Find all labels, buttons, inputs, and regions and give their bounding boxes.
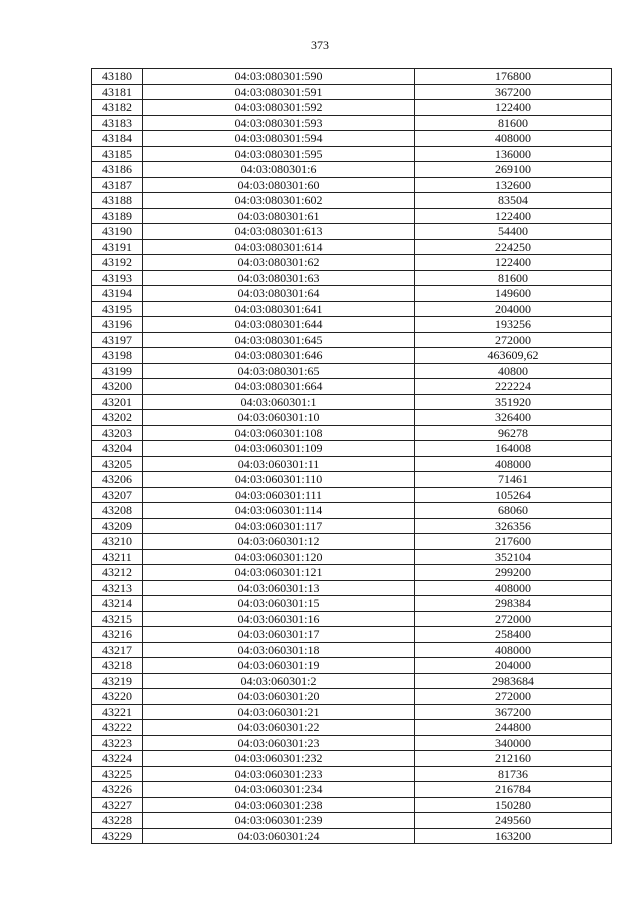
value-cell: 249560 <box>415 813 612 829</box>
cadastral-number-cell: 04:03:060301:11 <box>143 456 415 472</box>
cadastral-number-cell: 04:03:060301:239 <box>143 813 415 829</box>
row-number-cell: 43221 <box>92 704 143 720</box>
cadastral-number-cell: 04:03:080301:63 <box>143 270 415 286</box>
cadastral-number-cell: 04:03:060301:20 <box>143 689 415 705</box>
value-cell: 351920 <box>415 394 612 410</box>
value-cell: 269100 <box>415 162 612 178</box>
row-number-cell: 43213 <box>92 580 143 596</box>
cadastral-number-cell: 04:03:060301:232 <box>143 751 415 767</box>
cadastral-number-cell: 04:03:060301:10 <box>143 410 415 426</box>
cadastral-number-cell: 04:03:060301:114 <box>143 503 415 519</box>
row-number-cell: 43198 <box>92 348 143 364</box>
row-number-cell: 43216 <box>92 627 143 643</box>
row-number-cell: 43194 <box>92 286 143 302</box>
table-row <box>92 255 612 271</box>
row-number-cell: 43191 <box>92 239 143 255</box>
row-number-cell: 43186 <box>92 162 143 178</box>
value-cell: 193256 <box>415 317 612 333</box>
row-number-cell: 43181 <box>92 84 143 100</box>
table-row <box>92 580 612 596</box>
cadastral-number-cell: 04:03:060301:117 <box>143 518 415 534</box>
cadastral-number-cell: 04:03:080301:594 <box>143 131 415 147</box>
row-number-cell: 43196 <box>92 317 143 333</box>
row-number-cell: 43190 <box>92 224 143 240</box>
row-number-cell: 43182 <box>92 100 143 116</box>
cadastral-number-cell: 04:03:080301:61 <box>143 208 415 224</box>
row-number-cell: 43225 <box>92 766 143 782</box>
value-cell: 150280 <box>415 797 612 813</box>
value-cell: 326356 <box>415 518 612 534</box>
table-row <box>92 100 612 116</box>
cadastral-number-cell: 04:03:080301:60 <box>143 177 415 193</box>
value-cell: 83504 <box>415 193 612 209</box>
cadastral-number-cell: 04:03:060301:108 <box>143 425 415 441</box>
row-number-cell: 43217 <box>92 642 143 658</box>
row-number-cell: 43193 <box>92 270 143 286</box>
row-number-cell: 43184 <box>92 131 143 147</box>
value-cell: 216784 <box>415 782 612 798</box>
value-cell: 299200 <box>415 565 612 581</box>
value-cell: 408000 <box>415 456 612 472</box>
table-row <box>92 239 612 255</box>
table-row <box>92 363 612 379</box>
value-cell: 217600 <box>415 534 612 550</box>
table-row <box>92 162 612 178</box>
value-cell: 71461 <box>415 472 612 488</box>
cadastral-number-cell: 04:03:060301:233 <box>143 766 415 782</box>
value-cell: 408000 <box>415 580 612 596</box>
value-cell: 408000 <box>415 131 612 147</box>
cadastral-number-cell: 04:03:060301:1 <box>143 394 415 410</box>
value-cell: 222224 <box>415 379 612 395</box>
row-number-cell: 43219 <box>92 673 143 689</box>
cadastral-number-cell: 04:03:060301:18 <box>143 642 415 658</box>
value-cell: 122400 <box>415 100 612 116</box>
table-row <box>92 84 612 100</box>
table-row <box>92 224 612 240</box>
table-row <box>92 332 612 348</box>
table-row <box>92 689 612 705</box>
row-number-cell: 43214 <box>92 596 143 612</box>
row-number-cell: 43206 <box>92 472 143 488</box>
cadastral-number-cell: 04:03:060301:19 <box>143 658 415 674</box>
cadastral-number-cell: 04:03:080301:64 <box>143 286 415 302</box>
value-cell: 81600 <box>415 115 612 131</box>
table-row <box>92 797 612 813</box>
table-row <box>92 379 612 395</box>
table-row <box>92 456 612 472</box>
value-cell: 81736 <box>415 766 612 782</box>
cadastral-number-cell: 04:03:080301:6 <box>143 162 415 178</box>
cadastral-number-cell: 04:03:060301:24 <box>143 828 415 844</box>
value-cell: 176800 <box>415 69 612 85</box>
value-cell: 122400 <box>415 255 612 271</box>
cadastral-number-cell: 04:03:060301:109 <box>143 441 415 457</box>
cadastral-number-cell: 04:03:080301:646 <box>143 348 415 364</box>
value-cell: 272000 <box>415 332 612 348</box>
value-cell: 258400 <box>415 627 612 643</box>
registry-table <box>91 68 612 844</box>
table-row <box>92 193 612 209</box>
row-number-cell: 43228 <box>92 813 143 829</box>
cadastral-number-cell: 04:03:060301:21 <box>143 704 415 720</box>
table-row <box>92 487 612 503</box>
table-row <box>92 720 612 736</box>
value-cell: 367200 <box>415 704 612 720</box>
cadastral-number-cell: 04:03:060301:16 <box>143 611 415 627</box>
table-row <box>92 704 612 720</box>
cadastral-number-cell: 04:03:060301:238 <box>143 797 415 813</box>
table-row <box>92 735 612 751</box>
row-number-cell: 43199 <box>92 363 143 379</box>
row-number-cell: 43187 <box>92 177 143 193</box>
value-cell: 352104 <box>415 549 612 565</box>
row-number-cell: 43218 <box>92 658 143 674</box>
row-number-cell: 43183 <box>92 115 143 131</box>
cadastral-number-cell: 04:03:080301:592 <box>143 100 415 116</box>
table-row <box>92 565 612 581</box>
cadastral-number-cell: 04:03:060301:22 <box>143 720 415 736</box>
table-row <box>92 534 612 550</box>
row-number-cell: 43222 <box>92 720 143 736</box>
registry-table-body <box>92 69 612 844</box>
value-cell: 326400 <box>415 410 612 426</box>
value-cell: 204000 <box>415 301 612 317</box>
row-number-cell: 43202 <box>92 410 143 426</box>
row-number-cell: 43180 <box>92 69 143 85</box>
row-number-cell: 43195 <box>92 301 143 317</box>
value-cell: 122400 <box>415 208 612 224</box>
row-number-cell: 43200 <box>92 379 143 395</box>
value-cell: 96278 <box>415 425 612 441</box>
table-row <box>92 782 612 798</box>
value-cell: 136000 <box>415 146 612 162</box>
value-cell: 212160 <box>415 751 612 767</box>
table-row <box>92 348 612 364</box>
value-cell: 132600 <box>415 177 612 193</box>
page-number: 373 <box>311 38 329 52</box>
value-cell: 163200 <box>415 828 612 844</box>
row-number-cell: 43220 <box>92 689 143 705</box>
table-row <box>92 286 612 302</box>
table-row <box>92 131 612 147</box>
table-row <box>92 146 612 162</box>
value-cell: 105264 <box>415 487 612 503</box>
value-cell: 40800 <box>415 363 612 379</box>
value-cell: 54400 <box>415 224 612 240</box>
cadastral-number-cell: 04:03:060301:234 <box>143 782 415 798</box>
cadastral-number-cell: 04:03:080301:664 <box>143 379 415 395</box>
table-row <box>92 69 612 85</box>
cadastral-number-cell: 04:03:060301:2 <box>143 673 415 689</box>
cadastral-number-cell: 04:03:080301:602 <box>143 193 415 209</box>
cadastral-number-cell: 04:03:060301:15 <box>143 596 415 612</box>
row-number-cell: 43207 <box>92 487 143 503</box>
cadastral-number-cell: 04:03:080301:595 <box>143 146 415 162</box>
value-cell: 81600 <box>415 270 612 286</box>
value-cell: 272000 <box>415 611 612 627</box>
value-cell: 408000 <box>415 642 612 658</box>
value-cell: 164008 <box>415 441 612 457</box>
row-number-cell: 43229 <box>92 828 143 844</box>
table-row <box>92 611 612 627</box>
cadastral-number-cell: 04:03:080301:645 <box>143 332 415 348</box>
table-row <box>92 828 612 844</box>
table-row <box>92 518 612 534</box>
table-row <box>92 627 612 643</box>
table-row <box>92 673 612 689</box>
value-cell: 149600 <box>415 286 612 302</box>
cadastral-number-cell: 04:03:080301:613 <box>143 224 415 240</box>
value-cell: 244800 <box>415 720 612 736</box>
row-number-cell: 43226 <box>92 782 143 798</box>
value-cell: 204000 <box>415 658 612 674</box>
row-number-cell: 43192 <box>92 255 143 271</box>
row-number-cell: 43210 <box>92 534 143 550</box>
row-number-cell: 43209 <box>92 518 143 534</box>
table-row <box>92 270 612 286</box>
table-row <box>92 503 612 519</box>
cadastral-number-cell: 04:03:080301:593 <box>143 115 415 131</box>
table-row <box>92 301 612 317</box>
row-number-cell: 43204 <box>92 441 143 457</box>
cadastral-number-cell: 04:03:060301:13 <box>143 580 415 596</box>
cadastral-number-cell: 04:03:060301:12 <box>143 534 415 550</box>
value-cell: 68060 <box>415 503 612 519</box>
table-row <box>92 441 612 457</box>
cadastral-number-cell: 04:03:060301:121 <box>143 565 415 581</box>
table-row <box>92 766 612 782</box>
row-number-cell: 43201 <box>92 394 143 410</box>
cadastral-number-cell: 04:03:060301:111 <box>143 487 415 503</box>
table-row <box>92 410 612 426</box>
row-number-cell: 43212 <box>92 565 143 581</box>
table-row <box>92 394 612 410</box>
table-row <box>92 596 612 612</box>
table-row <box>92 549 612 565</box>
row-number-cell: 43185 <box>92 146 143 162</box>
value-cell: 2983684 <box>415 673 612 689</box>
cadastral-number-cell: 04:03:060301:110 <box>143 472 415 488</box>
row-number-cell: 43208 <box>92 503 143 519</box>
value-cell: 340000 <box>415 735 612 751</box>
cadastral-number-cell: 04:03:080301:591 <box>143 84 415 100</box>
row-number-cell: 43211 <box>92 549 143 565</box>
cadastral-number-cell: 04:03:080301:590 <box>143 69 415 85</box>
value-cell: 463609,62 <box>415 348 612 364</box>
table-row <box>92 208 612 224</box>
cadastral-number-cell: 04:03:080301:644 <box>143 317 415 333</box>
cadastral-number-cell: 04:03:080301:62 <box>143 255 415 271</box>
row-number-cell: 43189 <box>92 208 143 224</box>
row-number-cell: 43188 <box>92 193 143 209</box>
cadastral-number-cell: 04:03:060301:120 <box>143 549 415 565</box>
table-row <box>92 642 612 658</box>
row-number-cell: 43203 <box>92 425 143 441</box>
value-cell: 298384 <box>415 596 612 612</box>
row-number-cell: 43205 <box>92 456 143 472</box>
row-number-cell: 43223 <box>92 735 143 751</box>
row-number-cell: 43224 <box>92 751 143 767</box>
table-row <box>92 472 612 488</box>
cadastral-number-cell: 04:03:080301:65 <box>143 363 415 379</box>
value-cell: 224250 <box>415 239 612 255</box>
table-row <box>92 317 612 333</box>
value-cell: 272000 <box>415 689 612 705</box>
cadastral-number-cell: 04:03:080301:614 <box>143 239 415 255</box>
row-number-cell: 43215 <box>92 611 143 627</box>
table-row <box>92 115 612 131</box>
cadastral-number-cell: 04:03:060301:17 <box>143 627 415 643</box>
table-row <box>92 813 612 829</box>
table-row <box>92 177 612 193</box>
cadastral-number-cell: 04:03:080301:641 <box>143 301 415 317</box>
table-row <box>92 425 612 441</box>
table-row <box>92 751 612 767</box>
table-row <box>92 658 612 674</box>
row-number-cell: 43197 <box>92 332 143 348</box>
cadastral-number-cell: 04:03:060301:23 <box>143 735 415 751</box>
row-number-cell: 43227 <box>92 797 143 813</box>
value-cell: 367200 <box>415 84 612 100</box>
